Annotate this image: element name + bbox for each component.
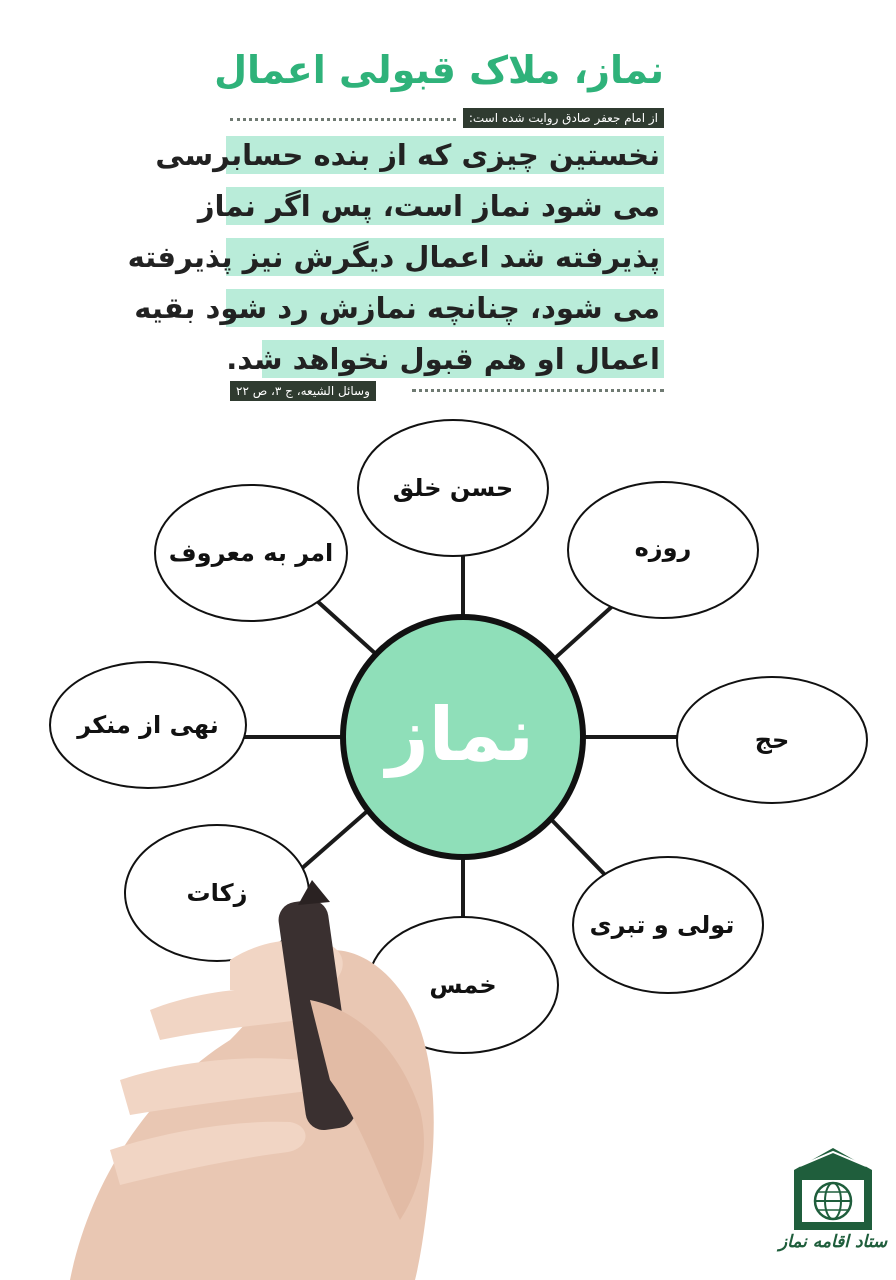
- node-label-top: حسن خلق: [392, 474, 514, 502]
- quote-line-1: نخستین چیزی که از بنده حسابرسی: [226, 136, 664, 174]
- narration-label: از امام جعفر صادق روایت شده است:: [463, 108, 664, 128]
- quote-line-2: می شود نماز است، پس اگر نماز: [226, 187, 664, 225]
- node-label-top-left: امر به معروف: [168, 539, 334, 567]
- quote-line-4: می شود، چنانچه نمازش رد شود بقیه: [226, 289, 664, 327]
- node-label-bottom-right: تولی و تبری: [589, 911, 735, 939]
- node-label-bottom-left: زکات: [186, 879, 248, 907]
- node-label-top-right: روزه: [634, 534, 692, 562]
- organization-name: ستاد اقامه نماز: [778, 1232, 888, 1252]
- quote-line-5: اعمال او هم قبول نخواهد شد.: [262, 340, 664, 378]
- page-title: نماز، ملاک قبولی اعمال: [214, 48, 664, 92]
- center-label: نماز: [386, 692, 534, 778]
- node-label-bottom: خمس: [429, 971, 497, 999]
- source-citation: وسائل الشیعه، ج ۳، ص ۲۲: [230, 381, 376, 401]
- node-label-right: حج: [754, 726, 790, 754]
- node-label-left: نهی از منکر: [77, 711, 219, 739]
- quote-line-3: پذیرفته شد اعمال دیگرش نیز پذیرفته: [226, 238, 664, 276]
